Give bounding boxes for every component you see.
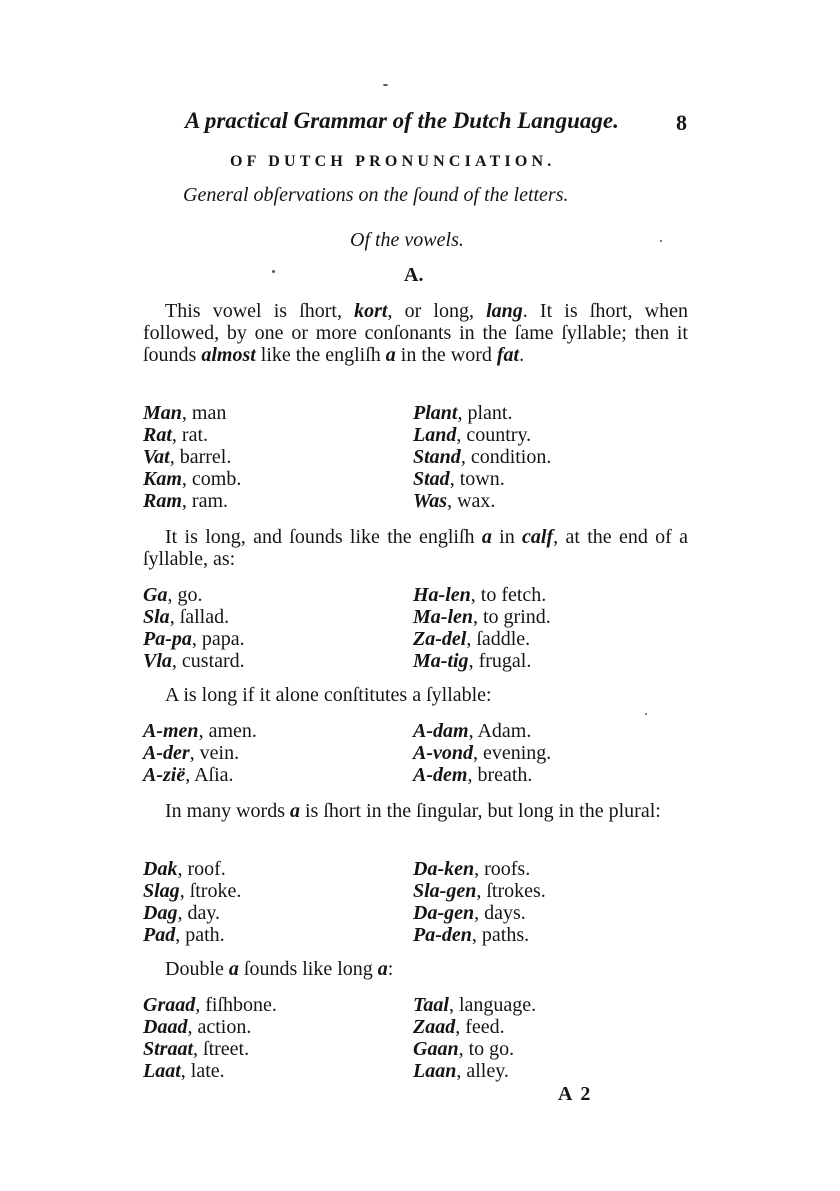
example-row: A-der, vein.: [143, 742, 240, 764]
example-row: Sla, ſallad.: [143, 606, 230, 628]
ink-speck: [645, 713, 647, 715]
example-row: Straat, ſtreet.: [143, 1038, 250, 1060]
ink-speck: [660, 240, 662, 242]
example-row: Land, country.: [413, 424, 532, 446]
example-row: A-men, amen.: [143, 720, 257, 742]
example-row: Laan, alley.: [413, 1060, 509, 1082]
example-row: Ram, ram.: [143, 490, 228, 512]
example-row: Taal, language.: [413, 994, 537, 1016]
ink-speck: [272, 270, 275, 273]
page-number: 8: [676, 110, 687, 135]
section-title: OF DUTCH PRONUNCIATION.: [230, 153, 556, 170]
example-row: Stad, town.: [413, 468, 505, 490]
example-row: Kam, comb.: [143, 468, 242, 490]
paragraph-alone-a: A is long if it alone conſtitutes a ſyllable:: [165, 684, 492, 706]
example-row: Ma-tig, frugal.: [413, 650, 532, 672]
paragraph-long-a: It is long, and ſounds like the engliſh a in calf, at the end of a ſyllable, as:: [143, 526, 689, 570]
example-row: Da-gen, days.: [413, 902, 526, 924]
example-row: Gaan, to go.: [413, 1038, 515, 1060]
example-row: Vat, barrel.: [143, 446, 232, 468]
subtitle: General obſervations on the ſound of the letters.: [183, 184, 569, 206]
example-row: Ga, go.: [143, 584, 203, 606]
running-title: A practical Grammar of the Dutch Language.: [185, 108, 619, 133]
sub-subtitle: Of the vowels.: [350, 229, 464, 251]
example-row: Rat, rat.: [143, 424, 208, 446]
ink-speck: [383, 84, 388, 86]
example-row: Sla-gen, ſtrokes.: [413, 880, 546, 902]
example-row: Pa-pa, papa.: [143, 628, 245, 650]
example-row: Daad, action.: [143, 1016, 252, 1038]
example-row: Pad, path.: [143, 924, 225, 946]
example-row: Dak, roof.: [143, 858, 226, 880]
example-row: Laat, late.: [143, 1060, 225, 1082]
paragraph-double-a: Double a ſounds like long a:: [165, 958, 394, 980]
example-row: A-vond, evening.: [413, 742, 552, 764]
example-row: Da-ken, roofs.: [413, 858, 531, 880]
letter-heading: A.: [404, 264, 424, 286]
example-row: Zaad, feed.: [413, 1016, 505, 1038]
paragraph-singular-plural: In many words a is ſhort in the ſingular, but long in the plural:: [165, 800, 661, 822]
example-row: Dag, day.: [143, 902, 221, 924]
example-row: A-zië, Aſia.: [143, 764, 234, 786]
example-row: A-dem, breath.: [413, 764, 533, 786]
example-row: Man, man: [143, 402, 227, 424]
example-row: Stand, condition.: [413, 446, 552, 468]
example-row: Vla, custard.: [143, 650, 245, 672]
example-row: Ma-len, to grind.: [413, 606, 551, 628]
example-row: Pa-den, paths.: [413, 924, 530, 946]
example-row: Slag, ſtroke.: [143, 880, 242, 902]
example-row: Graad, fiſhbone.: [143, 994, 277, 1016]
example-row: A-dam, Adam.: [413, 720, 532, 742]
example-row: Was, wax.: [413, 490, 496, 512]
example-row: Plant, plant.: [413, 402, 513, 424]
intro-paragraph: This vowel is ſhort, kort, or long, lang. It is ſhort, when followed, by one or more conſonants in the ſame ſyllable; then it ſounds almost like the engliſh a in the word fat.: [143, 300, 688, 366]
signature-mark: A 2: [558, 1083, 593, 1105]
example-row: Ha-len, to fetch.: [413, 584, 547, 606]
example-row: Za-del, ſaddle.: [413, 628, 531, 650]
